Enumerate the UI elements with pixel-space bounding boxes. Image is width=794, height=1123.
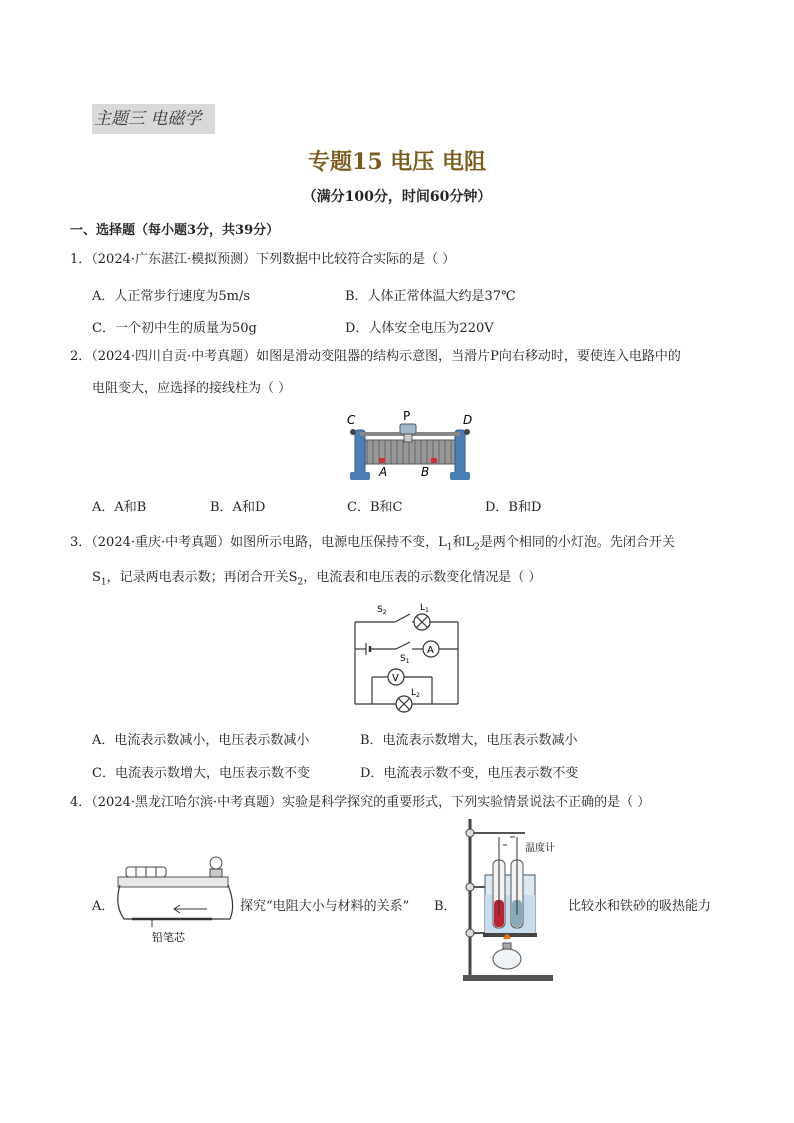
q1-option-a: A．人正常步行速度为5m/s — [92, 289, 251, 304]
rheostat-label-c: C — [347, 413, 356, 427]
question-1-stem: 1．（2024·广东湛江·模拟预测）下列数据中比较符合实际的是（ ） — [70, 252, 456, 267]
page-title: 专题15 电压 电阻 — [308, 149, 486, 175]
q2-option-a: A．A和B — [92, 500, 147, 515]
circuit-label-l2: $L_2$ — [411, 688, 420, 699]
question-2-stem-line1: 2．（2024·四川自贡·中考真题）如图是滑动变阻器的结构示意图，当滑片P向右移动时，要使连入电路中的 — [70, 349, 681, 364]
heating-apparatus-figure — [455, 815, 560, 985]
question-3-stem-line1: 3．（2024·重庆·中考真题）如图所示电路，电源电压保持不变，$L_1$和$L_2$是两个相同的小灯泡。先闭合开关 — [70, 535, 675, 553]
topic-tag: 主题三 电磁学 — [92, 104, 215, 134]
circuit-label-s2: $S_2$ — [377, 605, 387, 616]
q4-option-b-text: 比较水和铁砂的吸热能力 — [568, 899, 712, 914]
question-2-stem-line2: 电阻变大，应选择的接线柱为（ ） — [92, 381, 292, 396]
q1-option-c: C．一个初中生的质量为50g — [92, 321, 257, 336]
thermometer-label: 温度计 — [525, 843, 555, 854]
q3-option-b: B．电流表示数增大，电压表示数减小 — [360, 733, 578, 748]
q4-option-a-text: 探究“电阻大小与材料的关系” — [240, 899, 410, 914]
rheostat-label-a: A — [379, 465, 388, 479]
circuit-label-s1: $S_1$ — [400, 654, 410, 665]
q1-option-b: B．人体正常体温大约是37℃ — [345, 289, 516, 304]
section-title: 一、选择题（每小题3分，共39分） — [70, 223, 280, 238]
pencil-lead-figure — [112, 855, 237, 945]
question-3-stem-line2: $S_1$，记录两电表示数；再闭合开关$S_2$，电流表和电压表的示数变化情况是（ ） — [92, 570, 542, 588]
ammeter-label: A — [427, 645, 434, 656]
q2-option-b: B．A和D — [210, 500, 266, 515]
q2-option-c: C．B和C — [347, 500, 403, 515]
rheostat-figure — [345, 410, 475, 488]
circuit-label-l1: $L_1$ — [420, 603, 429, 614]
q3-option-d: D．电流表示数不变，电压表示数不变 — [360, 766, 579, 781]
q4-option-b-label: B． — [434, 899, 457, 914]
pencil-lead-label: 铅笔芯 — [152, 931, 185, 944]
rheostat-label-b: B — [421, 465, 430, 479]
q3-option-a: A．电流表示数减小，电压表示数减小 — [92, 733, 310, 748]
rheostat-label-d: D — [463, 413, 473, 427]
q3-option-c: C．电流表示数增大，电压表示数不变 — [92, 766, 310, 781]
q2-option-d: D．B和D — [485, 500, 542, 515]
q1-option-d: D．人体安全电压为220V — [345, 321, 494, 336]
q4-option-a-label: A． — [92, 899, 115, 914]
voltmeter-label: V — [392, 673, 399, 684]
page-subtitle: （满分100分，时间60分钟） — [302, 189, 492, 205]
circuit-figure — [350, 600, 465, 715]
rheostat-label-p: P — [403, 410, 411, 423]
question-4-stem: 4．（2024·黑龙江哈尔滨·中考真题）实验是科学探究的重要形式，下列实验情景说法不正确的是（ ） — [70, 795, 651, 810]
